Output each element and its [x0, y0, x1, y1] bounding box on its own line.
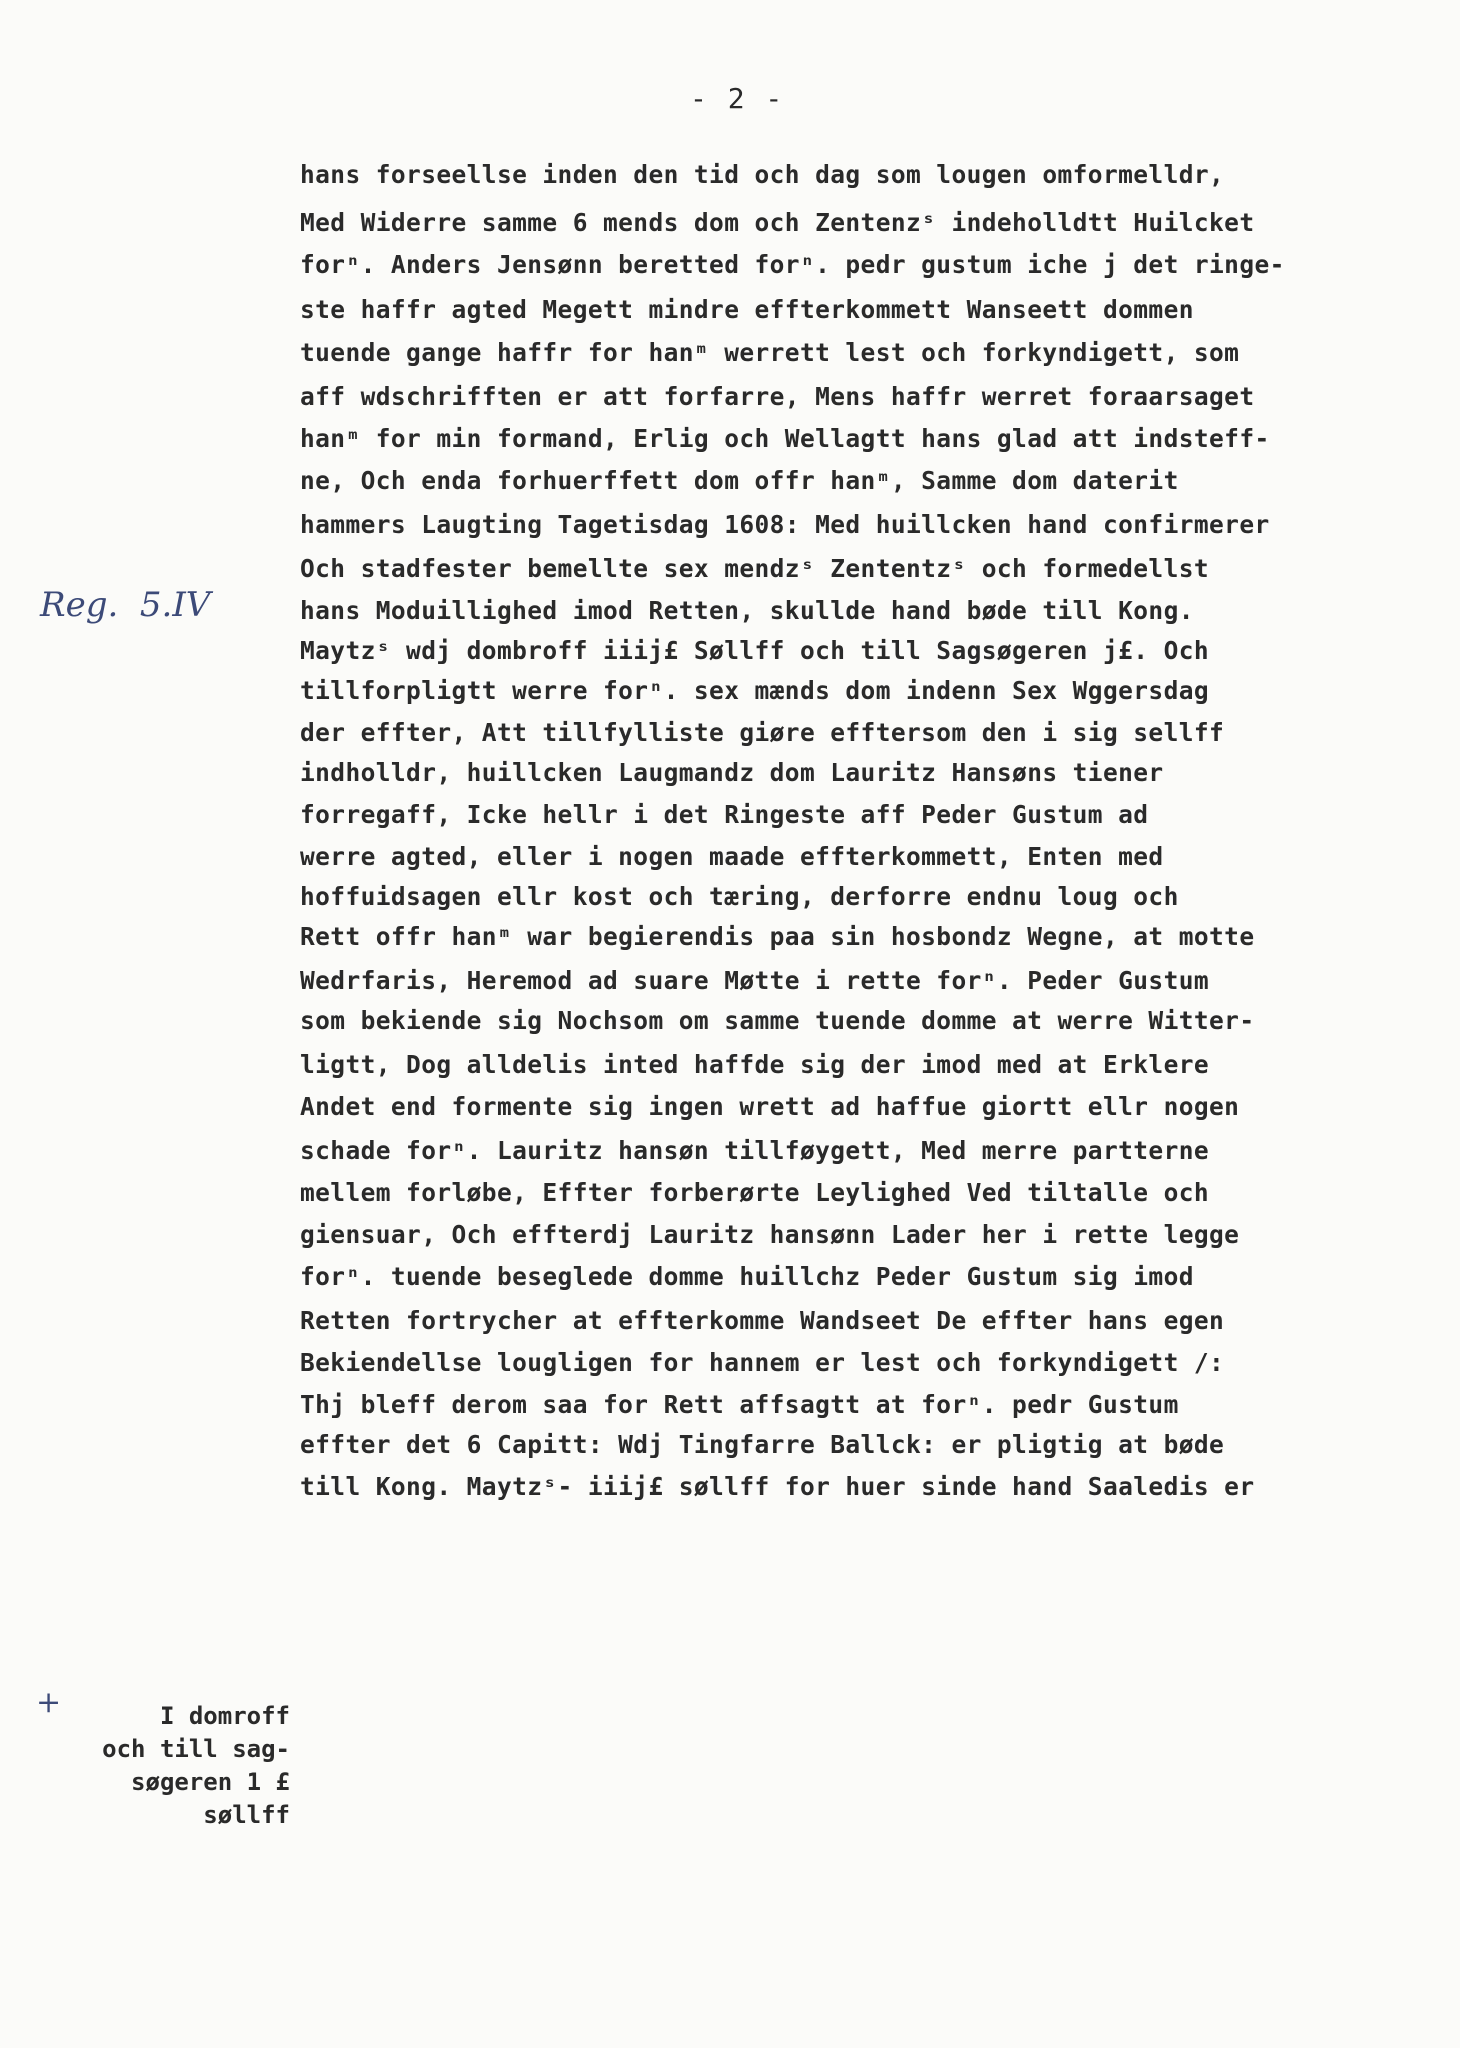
text-line: som bekiende sig Nochsom om samme tuende domme at werre Witter-	[300, 1006, 1255, 1035]
text-line: ste haffr agted Megett mindre effterkommett Wanseett dommen	[300, 295, 1194, 324]
text-line: tuende gange haffr for hanᵐ werrett lest och forkyndigett, som	[300, 338, 1240, 367]
margin-reference: Reg. 5.IV	[40, 585, 211, 625]
text-line: werre agted, eller i nogen maade effterkommett, Enten med	[300, 842, 1164, 871]
text-line: hoffuidsagen ellr kost och tæring, derforre endnu loug och	[300, 882, 1179, 911]
text-line: Med Widerre samme 6 mends dom och Zentenzˢ indeholldtt Huilcket	[300, 208, 1255, 237]
text-line: ligtt, Dog alldelis inted haffde sig der imod med at Erklere	[300, 1050, 1210, 1079]
text-line: aff wdschrifften er att forfarre, Mens haffr werret foraarsaget	[300, 382, 1255, 411]
text-line: giensuar, Och effterdj Lauritz hansønn Lader her i rette legge	[300, 1220, 1240, 1249]
text-line: Rett offr hanᵐ war begierendis paa sin hosbondz Wegne, at motte	[300, 922, 1255, 951]
margin-note	[30, 1700, 290, 1832]
text-line: der effter, Att tillfylliste giøre efftersom den i sig sellff	[300, 718, 1225, 747]
text-line: ne, Och enda forhuerffett dom offr hanᵐ, Samme dom daterit	[300, 466, 1179, 495]
text-line: till Kong. Maytzˢ- iiij£ søllff for huer sinde hand Saaledis er	[300, 1472, 1255, 1501]
text-line: indholldr, huillcken Laugmandz dom Lauritz Hansøns tiener	[300, 758, 1164, 787]
text-line: Andet end formente sig ingen wrett ad haffue giortt ellr nogen	[300, 1092, 1240, 1121]
page-number: - 2 -	[690, 82, 785, 115]
text-line: Retten fortrycher at effterkomme Wandseet De effter hans egen	[300, 1306, 1225, 1335]
text-line: Och stadfester bemellte sex mendzˢ Zententzˢ och formedellst	[300, 554, 1210, 583]
text-line: hans forseellse inden den tid och dag som lougen omformelldr,	[300, 160, 1225, 189]
text-line: hammers Laugting Tagetisdag 1608: Med huillcken hand confirmerer	[300, 510, 1270, 539]
text-line: schade forⁿ. Lauritz hansøn tillføygett, Med merre partterne	[300, 1136, 1210, 1165]
text-line: effter det 6 Capitt: Wdj Tingfarre Ballck: er pligtig at bøde	[300, 1430, 1225, 1459]
text-line: tillforpligtt werre forⁿ. sex mænds dom indenn Sex Wggersdag	[300, 676, 1210, 705]
text-line: Bekiendellse lougligen for hannem er lest och forkyndigett /:	[300, 1348, 1225, 1377]
text-line: forregaff, Icke hellr i det Ringeste aff Peder Gustum ad	[300, 800, 1149, 829]
text-line: forⁿ. Anders Jensønn beretted forⁿ. pedr gustum iche j det ringe-	[300, 250, 1285, 279]
text-line: hanᵐ for min formand, Erlig och Wellagtt hans glad att indsteff-	[300, 424, 1270, 453]
margin-note-line: I domroff	[159, 1702, 290, 1730]
margin-note-line: søllff	[203, 1801, 290, 1829]
text-line: Thj bleff derom saa for Rett affsagtt at forⁿ. pedr Gustum	[300, 1390, 1179, 1419]
margin-note-line: och till sag-	[102, 1735, 290, 1763]
text-line: forⁿ. tuende beseglede domme huillchz Peder Gustum sig imod	[300, 1262, 1194, 1291]
margin-note-line: søgeren 1 £	[131, 1768, 290, 1796]
text-line: Wedrfaris, Heremod ad suare Møtte i rette forⁿ. Peder Gustum	[300, 966, 1210, 995]
margin-note-mark: +	[36, 1685, 62, 1720]
text-line: hans Moduillighed imod Retten, skullde hand bøde till Kong.	[300, 596, 1194, 625]
text-line: Maytzˢ wdj dombroff iiij£ Søllff och till Sagsøgeren j£. Och	[300, 636, 1210, 665]
text-line: mellem forløbe, Effter forberørte Leylighed Ved tiltalle och	[300, 1178, 1210, 1207]
